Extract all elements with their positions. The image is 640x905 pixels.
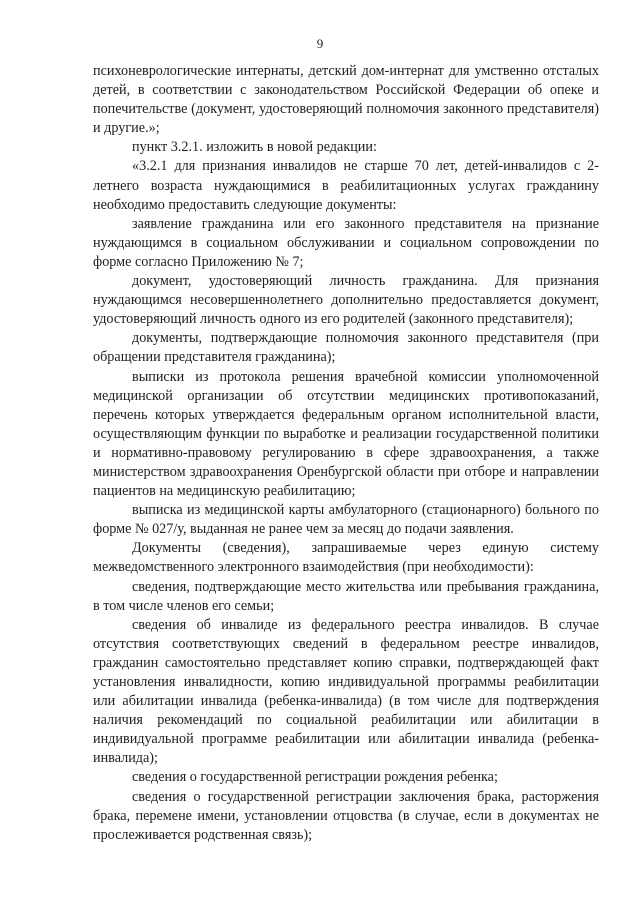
document-body	[93, 62, 599, 845]
paragraph: заявление гражданина или его законного представителя на признание нуждающимся в социальном обслуживании и социальном сопровождении по форме согласно Приложению № 7;	[93, 215, 599, 270]
paragraph: документ, удостоверяющий личность гражданина. Для признания нуждающимся несовершеннолетнего дополнительно предоставляется документ, удостоверяющий личность одного из его родителей (законного представителя);	[93, 273, 599, 328]
paragraph: психоневрологические интернаты, детский дом-интернат для умственно отсталых детей, в соответствии с законодательством Российской Федерации об опеке и попечительстве (документ, удостоверяющий полномочия законного представителя) и другие.»;	[93, 63, 599, 137]
paragraph: выписка из медицинской карты амбулаторного (стационарного) больного по форме № 027/у, выданная не ранее чем за месяц до подачи заявления.	[93, 502, 599, 538]
paragraph: сведения о государственной регистрации рождения ребенка;	[132, 769, 498, 786]
page-number: 9	[316, 36, 324, 51]
paragraph: сведения о государственной регистрации заключения брака, расторжения брака, перемене имени, установлении отцовства (в случае, если в документах не прослеживается родственная связь);	[93, 788, 599, 843]
paragraph: Документы (сведения), запрашиваемые через единую систему межведомственного электронного взаимодействия (при необходимости):	[93, 540, 599, 576]
paragraph: сведения, подтверждающие место жительства или пребывания гражданина, в том числе членов его семьи;	[93, 578, 599, 614]
paragraph: документы, подтверждающие полномочия законного представителя (при обращении представителя гражданина);	[93, 330, 599, 366]
paragraph: выписки из протокола решения врачебной комиссии уполномоченной медицинской организации об отсутствии медицинских противопоказаний, перечень которых утверждается федеральным органом исполнительной власти, осуществляющим функции по выработке и реализации государственной политики и нормативно-правовому регулированию в сфере здравоохранения, а также министерством здравоохранения Оренбургской области при отборе и направлении пациентов на медицинскую реабилитацию;	[93, 368, 599, 500]
paragraph: пункт 3.2.1. изложить в новой редакции:	[132, 139, 377, 156]
paragraph: сведения об инвалиде из федерального реестра инвалидов. В случае отсутствия соответствующих сведений в федеральном реестре инвалидов, гражданин самостоятельно представляет копию справки, подтверждающей факт установления инвалидности, копию индивидуальной программы реабилитации или абилитации инвалида (ребенка-инвалида) (в том числе для подтверждения наличия рекомендаций по социальной реабилитации или абилитации в индивидуальной программе реабилитации или абилитации инвалида (ребенка-инвалида);	[93, 616, 599, 767]
paragraph: «3.2.1 для признания инвалидов не старше 70 лет, детей-инвалидов с 2-летнего возраста нуждающимися в реабилитационных услугах гражданину необходимо предоставить следующие документы:	[93, 158, 599, 213]
